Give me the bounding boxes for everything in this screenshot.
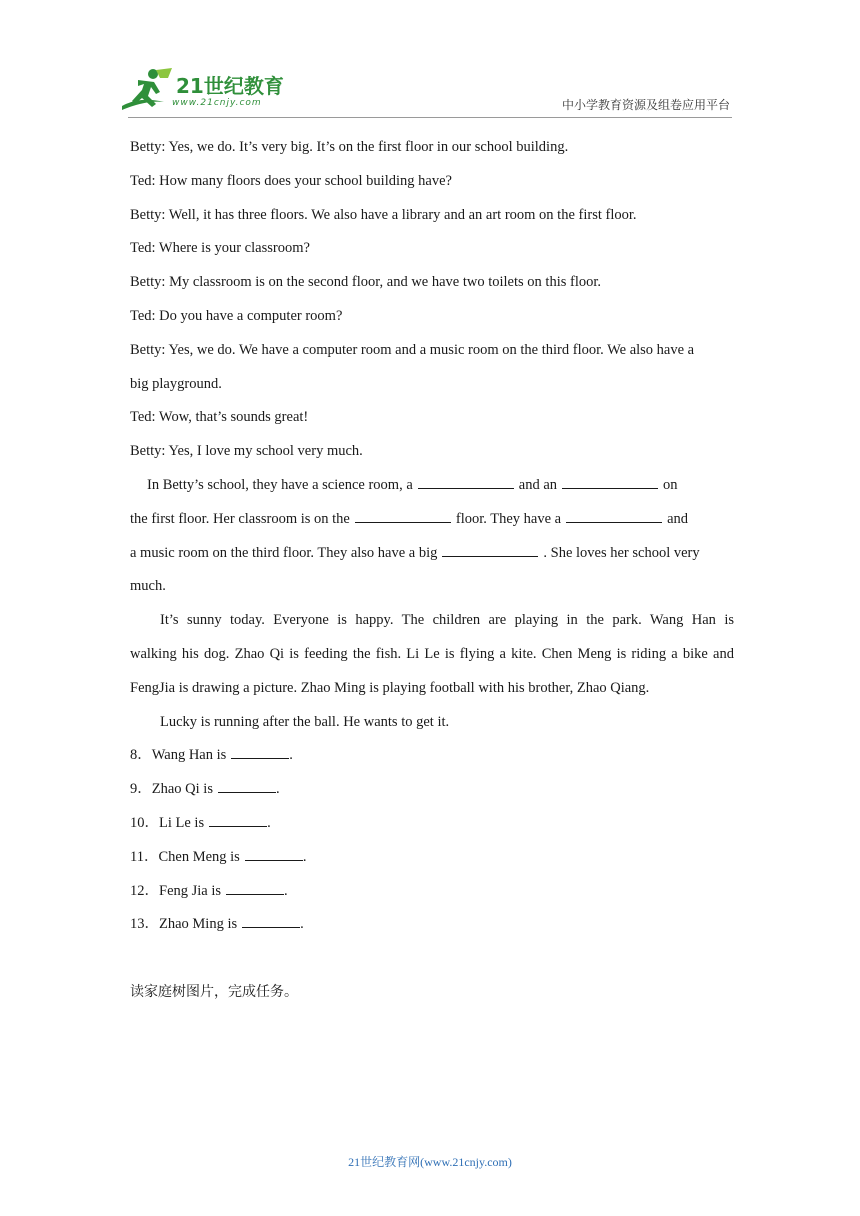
question-number: 11． (130, 848, 159, 865)
dialogue-line: Betty: Yes, we do. We have a computer room and a music room on the third floor. We also have a (130, 341, 695, 358)
dialogue-line: Ted: How many floors does your school building have? (130, 172, 452, 189)
question-13 (130, 910, 734, 944)
summary-line-3 (130, 539, 734, 573)
question-10 (130, 809, 734, 843)
summary-text: on (663, 476, 678, 493)
page-header (0, 0, 860, 125)
header-divider (128, 117, 732, 118)
question-11 (130, 843, 734, 877)
question-number: 13． (130, 916, 159, 933)
question-text: Chen Meng is (158, 848, 240, 865)
question-period: . (284, 882, 288, 899)
summary-text: . She loves her school very (543, 544, 700, 561)
passage-line: Lucky is running after the ball. He wants to get it. (160, 713, 450, 730)
question-period: . (267, 814, 271, 831)
dialogue-line: Betty: Yes, we do. It’s very big. It’s on the first floor in our school building. (130, 139, 569, 155)
question-number: 12． (130, 882, 159, 899)
logo (120, 66, 290, 118)
answer-blank[interactable] (209, 810, 267, 827)
summary-text: and an (518, 476, 558, 493)
summary-text: and (667, 510, 689, 527)
answer-blank[interactable] (218, 776, 276, 793)
question-text: Wang Han is (151, 747, 227, 764)
spacer (130, 944, 734, 978)
dialogue-line: Ted: Do you have a computer room? (130, 307, 343, 324)
answer-blank[interactable] (231, 742, 289, 759)
question-number: 10． (130, 814, 159, 831)
question-number: 9． (130, 781, 152, 798)
question-text: Li Le is (159, 814, 205, 831)
answer-blank[interactable] (418, 472, 514, 489)
runner-logo-icon (120, 66, 176, 112)
page-footer (0, 1153, 860, 1170)
footer-text[interactable]: 21世纪教育网(www.21cnjy.com) (348, 1155, 512, 1169)
answer-blank[interactable] (226, 878, 284, 895)
dialogue-line: Ted: Wow, that’s sounds great! (130, 409, 309, 426)
answer-blank[interactable] (566, 506, 662, 523)
question-12 (130, 877, 734, 911)
dialogue-line: Ted: Where is your classroom? (130, 240, 310, 257)
question-8 (130, 741, 734, 775)
answer-blank[interactable] (442, 540, 538, 557)
question-period: . (302, 848, 307, 865)
summary-line-4: much. (130, 578, 166, 595)
passage-line: It’s sunny today. Everyone is happy. The children are playing in the park. Wang Han is (160, 612, 734, 629)
passage-line: FengJia is drawing a picture. Zhao Ming is playing football with his brother, Zhao Qiang. (130, 679, 650, 696)
passage-line: walking his dog. Zhao Qi is feeding the fish. Li Le is flying a kite. Chen Meng is riding a bike and (130, 645, 734, 662)
logo-url: www.21cnjy.com (172, 98, 262, 108)
summary-text: floor. They have a (455, 510, 562, 527)
answer-blank[interactable] (245, 844, 303, 861)
summary-line-2 (130, 505, 734, 539)
question-text: Zhao Qi is (151, 781, 213, 798)
dialogue-line: Betty: Yes, I love my school very much. (130, 443, 363, 460)
summary-text: the first floor. Her classroom is on the (130, 510, 350, 527)
question-text: Zhao Ming is (159, 916, 238, 933)
summary-text: a music room on the third floor. They also have a big (130, 544, 438, 561)
header-platform-text: 中小学教育资源及组卷应用平台 (561, 98, 730, 112)
question-period: . (289, 747, 293, 764)
question-period: . (300, 916, 304, 933)
question-number: 8． (130, 747, 152, 764)
dialogue-line: big playground. (130, 375, 222, 392)
summary-line-1 (130, 471, 734, 505)
dialogue-line: Betty: Well, it has three floors. We also have a library and an art room on the first floor. (130, 206, 637, 223)
question-text: Feng Jia is (159, 882, 222, 899)
summary-text: In Betty’s school, they have a science room, a (147, 476, 413, 493)
question-period: . (275, 781, 280, 798)
answer-blank[interactable] (562, 472, 658, 489)
task-instruction: 读家庭树图片，完成任务。 (130, 983, 298, 1000)
question-9 (130, 775, 734, 809)
logo-text: 21世纪教育 (176, 74, 284, 98)
answer-blank[interactable] (242, 911, 300, 928)
dialogue-line: Betty: My classroom is on the second floor, and we have two toilets on this floor. (130, 274, 602, 291)
answer-blank[interactable] (355, 506, 451, 523)
document-body (130, 133, 734, 1012)
